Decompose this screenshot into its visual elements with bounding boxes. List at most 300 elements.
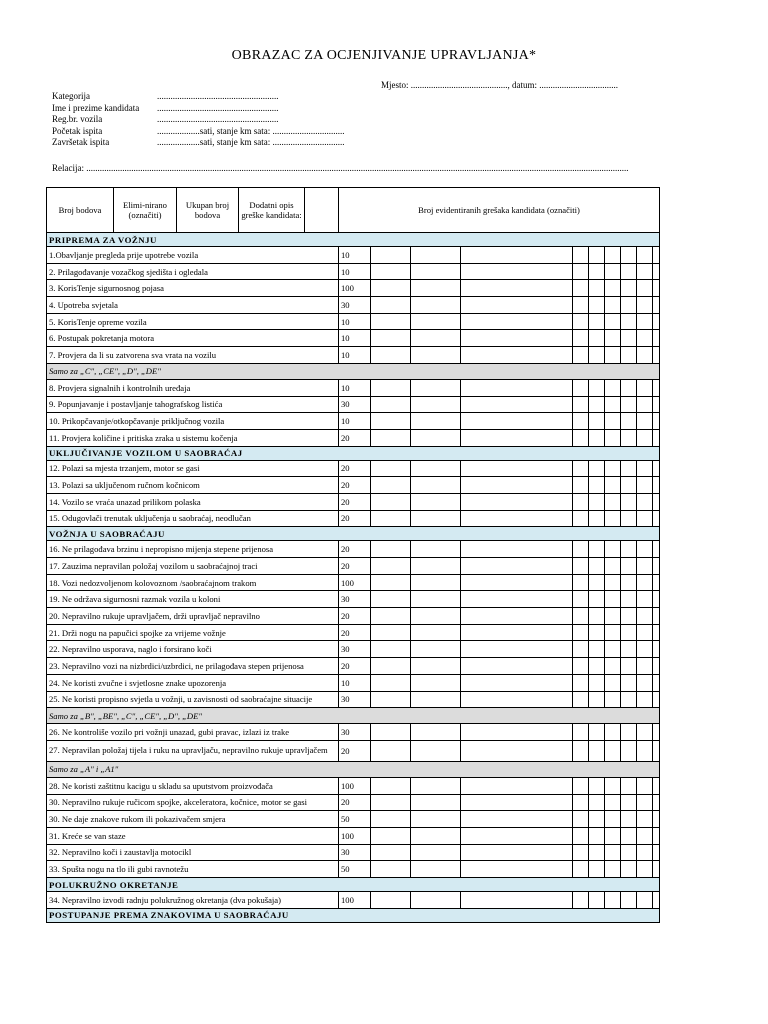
error-mark-cell[interactable] (605, 541, 621, 558)
eliminirano-cell[interactable] (371, 827, 411, 844)
mjesto-field[interactable]: ........................................... (410, 80, 508, 90)
field-value[interactable]: ...................sati, stanje km sata: ................................ (157, 125, 345, 136)
error-mark-cell[interactable] (653, 844, 660, 861)
error-mark-cell[interactable] (637, 460, 653, 477)
error-mark-cell[interactable] (605, 297, 621, 314)
error-mark-cell[interactable] (605, 510, 621, 527)
error-mark-cell[interactable] (653, 724, 660, 741)
error-mark-cell[interactable] (637, 541, 653, 558)
error-mark-cell[interactable] (621, 674, 637, 691)
error-mark-cell[interactable] (621, 347, 637, 364)
error-mark-cell[interactable] (573, 892, 589, 909)
opis-cell[interactable] (461, 844, 573, 861)
eliminirano-cell[interactable] (371, 413, 411, 430)
error-mark-cell[interactable] (589, 247, 605, 264)
error-mark-cell[interactable] (573, 396, 589, 413)
error-mark-cell[interactable] (621, 510, 637, 527)
error-mark-cell[interactable] (605, 493, 621, 510)
error-mark-cell[interactable] (589, 844, 605, 861)
error-mark-cell[interactable] (605, 658, 621, 675)
ukupan-cell[interactable] (411, 460, 461, 477)
error-mark-cell[interactable] (573, 827, 589, 844)
opis-cell[interactable] (461, 674, 573, 691)
error-mark-cell[interactable] (589, 827, 605, 844)
error-mark-cell[interactable] (605, 691, 621, 708)
error-mark-cell[interactable] (621, 608, 637, 625)
error-mark-cell[interactable] (589, 313, 605, 330)
error-mark-cell[interactable] (621, 892, 637, 909)
ukupan-cell[interactable] (411, 297, 461, 314)
error-mark-cell[interactable] (621, 740, 637, 761)
ukupan-cell[interactable] (411, 740, 461, 761)
ukupan-cell[interactable] (411, 591, 461, 608)
opis-cell[interactable] (461, 574, 573, 591)
ukupan-cell[interactable] (411, 811, 461, 828)
error-mark-cell[interactable] (621, 724, 637, 741)
opis-cell[interactable] (461, 460, 573, 477)
error-mark-cell[interactable] (605, 591, 621, 608)
error-mark-cell[interactable] (653, 413, 660, 430)
error-mark-cell[interactable] (573, 558, 589, 575)
opis-cell[interactable] (461, 777, 573, 794)
error-mark-cell[interactable] (637, 811, 653, 828)
error-mark-cell[interactable] (605, 558, 621, 575)
error-mark-cell[interactable] (637, 608, 653, 625)
opis-cell[interactable] (461, 330, 573, 347)
error-mark-cell[interactable] (573, 247, 589, 264)
error-mark-cell[interactable] (653, 811, 660, 828)
error-mark-cell[interactable] (653, 396, 660, 413)
error-mark-cell[interactable] (621, 777, 637, 794)
ukupan-cell[interactable] (411, 724, 461, 741)
error-mark-cell[interactable] (605, 777, 621, 794)
error-mark-cell[interactable] (605, 460, 621, 477)
opis-cell[interactable] (461, 347, 573, 364)
error-mark-cell[interactable] (621, 844, 637, 861)
error-mark-cell[interactable] (637, 740, 653, 761)
eliminirano-cell[interactable] (371, 280, 411, 297)
opis-cell[interactable] (461, 608, 573, 625)
opis-cell[interactable] (461, 624, 573, 641)
eliminirano-cell[interactable] (371, 330, 411, 347)
error-mark-cell[interactable] (589, 691, 605, 708)
error-mark-cell[interactable] (605, 574, 621, 591)
error-mark-cell[interactable] (621, 794, 637, 811)
error-mark-cell[interactable] (605, 280, 621, 297)
error-mark-cell[interactable] (637, 558, 653, 575)
eliminirano-cell[interactable] (371, 641, 411, 658)
error-mark-cell[interactable] (589, 280, 605, 297)
error-mark-cell[interactable] (589, 347, 605, 364)
error-mark-cell[interactable] (605, 477, 621, 494)
error-mark-cell[interactable] (573, 724, 589, 741)
opis-cell[interactable] (461, 379, 573, 396)
error-mark-cell[interactable] (605, 794, 621, 811)
error-mark-cell[interactable] (621, 297, 637, 314)
ukupan-cell[interactable] (411, 861, 461, 878)
error-mark-cell[interactable] (637, 724, 653, 741)
error-mark-cell[interactable] (621, 861, 637, 878)
opis-cell[interactable] (461, 510, 573, 527)
field-value[interactable]: ...................sati, stanje km sata: ................................ (157, 137, 345, 147)
error-mark-cell[interactable] (589, 624, 605, 641)
opis-cell[interactable] (461, 247, 573, 264)
error-mark-cell[interactable] (605, 330, 621, 347)
ukupan-cell[interactable] (411, 574, 461, 591)
error-mark-cell[interactable] (605, 413, 621, 430)
eliminirano-cell[interactable] (371, 247, 411, 264)
eliminirano-cell[interactable] (371, 460, 411, 477)
eliminirano-cell[interactable] (371, 297, 411, 314)
eliminirano-cell[interactable] (371, 691, 411, 708)
error-mark-cell[interactable] (653, 347, 660, 364)
error-mark-cell[interactable] (605, 827, 621, 844)
error-mark-cell[interactable] (653, 658, 660, 675)
eliminirano-cell[interactable] (371, 608, 411, 625)
ukupan-cell[interactable] (411, 827, 461, 844)
error-mark-cell[interactable] (589, 330, 605, 347)
opis-cell[interactable] (461, 658, 573, 675)
error-mark-cell[interactable] (653, 330, 660, 347)
error-mark-cell[interactable] (637, 477, 653, 494)
field-value[interactable]: ...................................................... (157, 114, 279, 124)
eliminirano-cell[interactable] (371, 658, 411, 675)
error-mark-cell[interactable] (605, 396, 621, 413)
error-mark-cell[interactable] (573, 347, 589, 364)
error-mark-cell[interactable] (605, 674, 621, 691)
error-mark-cell[interactable] (573, 777, 589, 794)
error-mark-cell[interactable] (573, 674, 589, 691)
error-mark-cell[interactable] (573, 658, 589, 675)
error-mark-cell[interactable] (573, 429, 589, 446)
error-mark-cell[interactable] (589, 740, 605, 761)
error-mark-cell[interactable] (605, 608, 621, 625)
error-mark-cell[interactable] (589, 460, 605, 477)
error-mark-cell[interactable] (637, 794, 653, 811)
error-mark-cell[interactable] (653, 263, 660, 280)
opis-cell[interactable] (461, 429, 573, 446)
error-mark-cell[interactable] (637, 429, 653, 446)
eliminirano-cell[interactable] (371, 477, 411, 494)
eliminirano-cell[interactable] (371, 493, 411, 510)
eliminirano-cell[interactable] (371, 558, 411, 575)
opis-cell[interactable] (461, 263, 573, 280)
eliminirano-cell[interactable] (371, 624, 411, 641)
eliminirano-cell[interactable] (371, 541, 411, 558)
opis-cell[interactable] (461, 541, 573, 558)
eliminirano-cell[interactable] (371, 510, 411, 527)
error-mark-cell[interactable] (637, 861, 653, 878)
eliminirano-cell[interactable] (371, 724, 411, 741)
ukupan-cell[interactable] (411, 263, 461, 280)
error-mark-cell[interactable] (605, 892, 621, 909)
error-mark-cell[interactable] (653, 827, 660, 844)
error-mark-cell[interactable] (637, 493, 653, 510)
error-mark-cell[interactable] (653, 558, 660, 575)
opis-cell[interactable] (461, 691, 573, 708)
error-mark-cell[interactable] (573, 641, 589, 658)
error-mark-cell[interactable] (621, 541, 637, 558)
error-mark-cell[interactable] (605, 624, 621, 641)
ukupan-cell[interactable] (411, 844, 461, 861)
error-mark-cell[interactable] (589, 493, 605, 510)
ukupan-cell[interactable] (411, 608, 461, 625)
error-mark-cell[interactable] (589, 541, 605, 558)
error-mark-cell[interactable] (621, 313, 637, 330)
error-mark-cell[interactable] (653, 777, 660, 794)
error-mark-cell[interactable] (637, 347, 653, 364)
error-mark-cell[interactable] (589, 861, 605, 878)
error-mark-cell[interactable] (573, 811, 589, 828)
error-mark-cell[interactable] (653, 641, 660, 658)
error-mark-cell[interactable] (621, 624, 637, 641)
error-mark-cell[interactable] (653, 608, 660, 625)
ukupan-cell[interactable] (411, 541, 461, 558)
error-mark-cell[interactable] (589, 724, 605, 741)
error-mark-cell[interactable] (573, 510, 589, 527)
error-mark-cell[interactable] (637, 777, 653, 794)
error-mark-cell[interactable] (621, 574, 637, 591)
opis-cell[interactable] (461, 892, 573, 909)
ukupan-cell[interactable] (411, 330, 461, 347)
opis-cell[interactable] (461, 413, 573, 430)
error-mark-cell[interactable] (621, 460, 637, 477)
error-mark-cell[interactable] (605, 740, 621, 761)
error-mark-cell[interactable] (637, 691, 653, 708)
ukupan-cell[interactable] (411, 892, 461, 909)
error-mark-cell[interactable] (605, 861, 621, 878)
error-mark-cell[interactable] (605, 724, 621, 741)
error-mark-cell[interactable] (589, 811, 605, 828)
ukupan-cell[interactable] (411, 674, 461, 691)
error-mark-cell[interactable] (653, 379, 660, 396)
error-mark-cell[interactable] (573, 740, 589, 761)
error-mark-cell[interactable] (653, 740, 660, 761)
error-mark-cell[interactable] (573, 624, 589, 641)
error-mark-cell[interactable] (605, 379, 621, 396)
error-mark-cell[interactable] (589, 396, 605, 413)
error-mark-cell[interactable] (653, 313, 660, 330)
error-mark-cell[interactable] (589, 574, 605, 591)
error-mark-cell[interactable] (637, 844, 653, 861)
error-mark-cell[interactable] (637, 574, 653, 591)
opis-cell[interactable] (461, 591, 573, 608)
error-mark-cell[interactable] (653, 247, 660, 264)
error-mark-cell[interactable] (573, 280, 589, 297)
eliminirano-cell[interactable] (371, 794, 411, 811)
error-mark-cell[interactable] (637, 658, 653, 675)
relacija-field[interactable]: ................................................................................................................................................................................................................................................. (86, 163, 629, 173)
opis-cell[interactable] (461, 740, 573, 761)
datum-field[interactable]: ................................... (539, 80, 619, 90)
error-mark-cell[interactable] (637, 641, 653, 658)
error-mark-cell[interactable] (621, 413, 637, 430)
eliminirano-cell[interactable] (371, 674, 411, 691)
ukupan-cell[interactable] (411, 280, 461, 297)
error-mark-cell[interactable] (573, 297, 589, 314)
ukupan-cell[interactable] (411, 413, 461, 430)
error-mark-cell[interactable] (653, 624, 660, 641)
error-mark-cell[interactable] (621, 658, 637, 675)
field-value[interactable]: ...................................................... (157, 102, 279, 113)
error-mark-cell[interactable] (621, 396, 637, 413)
opis-cell[interactable] (461, 861, 573, 878)
opis-cell[interactable] (461, 558, 573, 575)
opis-cell[interactable] (461, 280, 573, 297)
error-mark-cell[interactable] (621, 691, 637, 708)
opis-cell[interactable] (461, 493, 573, 510)
error-mark-cell[interactable] (589, 297, 605, 314)
field-value[interactable]: ...................................................... (157, 91, 279, 101)
eliminirano-cell[interactable] (371, 396, 411, 413)
opis-cell[interactable] (461, 313, 573, 330)
eliminirano-cell[interactable] (371, 574, 411, 591)
error-mark-cell[interactable] (573, 263, 589, 280)
error-mark-cell[interactable] (653, 541, 660, 558)
error-mark-cell[interactable] (573, 844, 589, 861)
error-mark-cell[interactable] (573, 691, 589, 708)
error-mark-cell[interactable] (605, 347, 621, 364)
error-mark-cell[interactable] (653, 460, 660, 477)
error-mark-cell[interactable] (653, 574, 660, 591)
error-mark-cell[interactable] (589, 379, 605, 396)
error-mark-cell[interactable] (573, 541, 589, 558)
error-mark-cell[interactable] (637, 413, 653, 430)
error-mark-cell[interactable] (573, 861, 589, 878)
error-mark-cell[interactable] (573, 379, 589, 396)
error-mark-cell[interactable] (573, 591, 589, 608)
error-mark-cell[interactable] (621, 280, 637, 297)
error-mark-cell[interactable] (621, 827, 637, 844)
error-mark-cell[interactable] (637, 263, 653, 280)
error-mark-cell[interactable] (573, 313, 589, 330)
error-mark-cell[interactable] (589, 558, 605, 575)
error-mark-cell[interactable] (589, 658, 605, 675)
error-mark-cell[interactable] (573, 330, 589, 347)
error-mark-cell[interactable] (589, 429, 605, 446)
error-mark-cell[interactable] (653, 280, 660, 297)
ukupan-cell[interactable] (411, 510, 461, 527)
error-mark-cell[interactable] (637, 510, 653, 527)
opis-cell[interactable] (461, 396, 573, 413)
error-mark-cell[interactable] (605, 247, 621, 264)
error-mark-cell[interactable] (573, 413, 589, 430)
error-mark-cell[interactable] (621, 429, 637, 446)
error-mark-cell[interactable] (653, 861, 660, 878)
ukupan-cell[interactable] (411, 658, 461, 675)
error-mark-cell[interactable] (653, 493, 660, 510)
ukupan-cell[interactable] (411, 794, 461, 811)
error-mark-cell[interactable] (573, 574, 589, 591)
ukupan-cell[interactable] (411, 429, 461, 446)
error-mark-cell[interactable] (637, 379, 653, 396)
eliminirano-cell[interactable] (371, 263, 411, 280)
eliminirano-cell[interactable] (371, 347, 411, 364)
error-mark-cell[interactable] (605, 313, 621, 330)
ukupan-cell[interactable] (411, 396, 461, 413)
error-mark-cell[interactable] (589, 510, 605, 527)
ukupan-cell[interactable] (411, 493, 461, 510)
error-mark-cell[interactable] (637, 297, 653, 314)
error-mark-cell[interactable] (621, 811, 637, 828)
ukupan-cell[interactable] (411, 624, 461, 641)
opis-cell[interactable] (461, 724, 573, 741)
eliminirano-cell[interactable] (371, 591, 411, 608)
error-mark-cell[interactable] (605, 263, 621, 280)
error-mark-cell[interactable] (621, 641, 637, 658)
error-mark-cell[interactable] (653, 691, 660, 708)
eliminirano-cell[interactable] (371, 861, 411, 878)
eliminirano-cell[interactable] (371, 379, 411, 396)
error-mark-cell[interactable] (589, 413, 605, 430)
error-mark-cell[interactable] (589, 608, 605, 625)
error-mark-cell[interactable] (589, 674, 605, 691)
error-mark-cell[interactable] (637, 591, 653, 608)
error-mark-cell[interactable] (637, 674, 653, 691)
error-mark-cell[interactable] (653, 477, 660, 494)
error-mark-cell[interactable] (653, 892, 660, 909)
ukupan-cell[interactable] (411, 313, 461, 330)
error-mark-cell[interactable] (589, 263, 605, 280)
error-mark-cell[interactable] (605, 641, 621, 658)
error-mark-cell[interactable] (621, 330, 637, 347)
opis-cell[interactable] (461, 794, 573, 811)
eliminirano-cell[interactable] (371, 892, 411, 909)
eliminirano-cell[interactable] (371, 844, 411, 861)
error-mark-cell[interactable] (637, 330, 653, 347)
error-mark-cell[interactable] (621, 477, 637, 494)
ukupan-cell[interactable] (411, 347, 461, 364)
error-mark-cell[interactable] (637, 280, 653, 297)
error-mark-cell[interactable] (621, 493, 637, 510)
error-mark-cell[interactable] (605, 844, 621, 861)
error-mark-cell[interactable] (621, 558, 637, 575)
ukupan-cell[interactable] (411, 777, 461, 794)
error-mark-cell[interactable] (637, 624, 653, 641)
opis-cell[interactable] (461, 827, 573, 844)
error-mark-cell[interactable] (589, 892, 605, 909)
opis-cell[interactable] (461, 641, 573, 658)
error-mark-cell[interactable] (573, 794, 589, 811)
ukupan-cell[interactable] (411, 247, 461, 264)
error-mark-cell[interactable] (653, 591, 660, 608)
error-mark-cell[interactable] (573, 477, 589, 494)
error-mark-cell[interactable] (621, 591, 637, 608)
error-mark-cell[interactable] (573, 608, 589, 625)
eliminirano-cell[interactable] (371, 313, 411, 330)
error-mark-cell[interactable] (605, 811, 621, 828)
error-mark-cell[interactable] (653, 674, 660, 691)
opis-cell[interactable] (461, 811, 573, 828)
ukupan-cell[interactable] (411, 691, 461, 708)
error-mark-cell[interactable] (589, 591, 605, 608)
error-mark-cell[interactable] (637, 247, 653, 264)
eliminirano-cell[interactable] (371, 811, 411, 828)
error-mark-cell[interactable] (605, 429, 621, 446)
ukupan-cell[interactable] (411, 379, 461, 396)
error-mark-cell[interactable] (637, 892, 653, 909)
opis-cell[interactable] (461, 297, 573, 314)
eliminirano-cell[interactable] (371, 740, 411, 761)
eliminirano-cell[interactable] (371, 777, 411, 794)
error-mark-cell[interactable] (637, 827, 653, 844)
error-mark-cell[interactable] (637, 313, 653, 330)
ukupan-cell[interactable] (411, 477, 461, 494)
error-mark-cell[interactable] (653, 297, 660, 314)
error-mark-cell[interactable] (653, 429, 660, 446)
error-mark-cell[interactable] (621, 263, 637, 280)
error-mark-cell[interactable] (653, 510, 660, 527)
